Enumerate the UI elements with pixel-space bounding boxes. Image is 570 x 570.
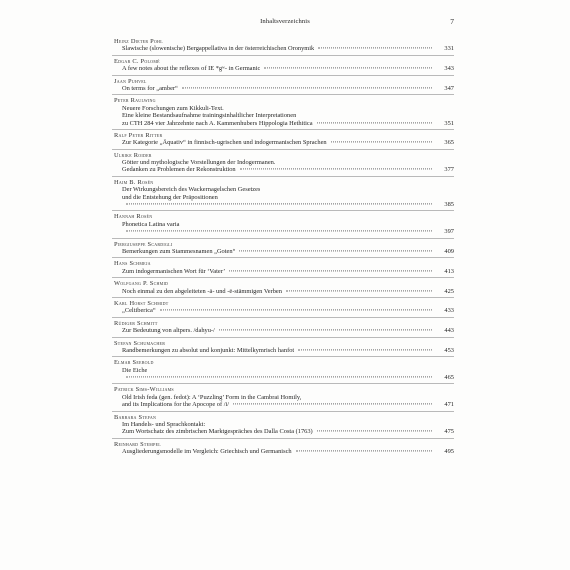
entry-title-text: Zum Wortschatz des zimbrischen Marktgespräches des Dalla Costa (1763): [122, 428, 313, 436]
toc-entry: [112, 318, 454, 338]
entry-title-line: [122, 448, 454, 455]
entry-title-line: [122, 421, 454, 428]
leader-dots: [317, 122, 432, 123]
entry-author: Jaan Puhvel: [114, 77, 147, 85]
entry-author: Stefan Schumacher: [114, 339, 166, 347]
toc-entry: [112, 258, 454, 278]
entry-title-line: [122, 248, 454, 255]
entry-title-line: [122, 139, 454, 146]
entry-author: Patrick Sims-Williams: [114, 386, 174, 394]
entry-author: Wolfgang P. Schmid: [114, 280, 169, 288]
entry-title-text: Slawische (slowenische) Bergappellativa in der österreichischen Oronymik: [122, 45, 315, 53]
leader-dots: [219, 330, 432, 331]
entry-title-line: [122, 65, 454, 72]
entry-author: Edgar C. Polomé: [114, 57, 160, 65]
leader-dots: [182, 87, 432, 88]
entry-title-text: Bemerkungen zum Stammesnamen „Goten“: [122, 247, 236, 255]
entry-page-line: [122, 228, 454, 235]
entry-title-text: und die Entstehung der Präpositionen: [122, 193, 218, 201]
entry-title-text: Der Wirkungsbereich des Wackernagelschen Gesetzes: [122, 186, 261, 194]
toc-entry: [112, 338, 454, 358]
entry-title-line: [122, 367, 454, 374]
entry-title-line: [122, 166, 454, 173]
entry-page: 495: [444, 448, 454, 456]
entry-page: 385: [444, 201, 454, 209]
entry-title-text: Götter und mythologische Vorstellungen der Indogermanen.: [122, 159, 276, 167]
entry-page: 365: [444, 139, 454, 147]
entry-title-line: [122, 327, 454, 334]
entry-page: 343: [444, 65, 454, 73]
leader-dots: [126, 203, 432, 204]
toc-entry: [112, 150, 454, 177]
entry-title-text: A few notes about the reflexes of IE *gʷ- in Germanic: [122, 65, 261, 73]
running-header: [0, 18, 570, 30]
entry-page-line: [122, 201, 454, 208]
entry-title-text: Zur Kategorie „Äquativ“ in finnisch-ugrischen und indogermanischen Sprachen: [122, 139, 327, 147]
entry-title-line: [122, 120, 454, 127]
entry-author: Peter Raulwing: [114, 97, 156, 105]
entry-title-line: [122, 194, 454, 201]
toc-entry: [112, 76, 454, 96]
entry-author: Haim B. Rosén: [114, 178, 154, 186]
entry-title-text: Zum indogermanischen Wort für ‘Vater’: [122, 267, 226, 275]
entry-author: Ralf Peter Ritter: [114, 131, 163, 139]
entry-title-line: [122, 112, 454, 119]
entry-page: 413: [444, 267, 454, 275]
leader-dots: [126, 376, 432, 377]
entry-title-line: [122, 159, 454, 166]
entry-title-line: [122, 394, 454, 401]
running-title: Inhaltsverzeichnis: [260, 18, 310, 25]
toc-entry: [112, 56, 454, 76]
entry-page: 397: [444, 228, 454, 236]
entry-author: Barbara Stefan: [114, 413, 157, 421]
leader-dots: [126, 231, 432, 232]
toc-entry: [112, 130, 454, 150]
entry-page: 471: [444, 401, 454, 409]
toc-entry: [112, 412, 454, 439]
toc-entry: [112, 177, 454, 212]
entry-page: 377: [444, 166, 454, 174]
entry-title-line: [122, 347, 454, 354]
entry-page: 465: [444, 374, 454, 382]
entry-title-text: zu CTH 284 vier Jahrzehnte nach A. Kammenhubers Hippologia Hethitica: [122, 119, 313, 127]
entry-author: Piergiuseppe Scardigli: [114, 240, 173, 248]
entry-title-text: „Celtiberica“: [122, 307, 156, 315]
entry-title-line: [122, 105, 454, 112]
leader-dots: [318, 48, 432, 49]
page-number: 7: [450, 17, 454, 26]
entry-title-line: [122, 85, 454, 92]
entry-title-line: [122, 45, 454, 52]
entry-author: Hans Schmeja: [114, 260, 151, 268]
leader-dots: [240, 169, 432, 170]
entry-title-text: Im Handels- und Sprachkontakt:: [122, 421, 206, 429]
entry-title-text: Eine kleine Bestandsaufnahme trainingsinhaltlicher Interpretationen: [122, 112, 297, 120]
entry-title-text: Gedanken zu Problemen der Rekonstruktion: [122, 166, 236, 174]
leader-dots: [296, 451, 432, 452]
leader-dots: [233, 404, 432, 405]
toc-entry: [112, 211, 454, 238]
entry-title-text: Noch einmal zu den abgeleiteten -ā- und -ē-stämmigen Verben: [122, 287, 282, 295]
entry-author: Rüdiger Schmitt: [114, 319, 158, 327]
entry-page: 475: [444, 428, 454, 436]
entry-page: 433: [444, 307, 454, 315]
entry-page: 351: [444, 119, 454, 127]
entry-page: 443: [444, 327, 454, 335]
entry-author: Reinhard Stempel: [114, 440, 161, 448]
entry-title-line: [122, 401, 454, 408]
leader-dots: [160, 310, 432, 311]
entry-author: Karl Horst Schmidt: [114, 299, 169, 307]
toc-entry: [112, 439, 454, 458]
entry-page: 453: [444, 346, 454, 354]
leader-dots: [331, 142, 432, 143]
leader-dots: [298, 349, 432, 350]
entry-title-text: Randbemerkungen zu absolut und konjunkt: Mittelkymrisch hanfot: [122, 346, 295, 354]
toc-entry: [112, 384, 454, 411]
entry-page: 347: [444, 84, 454, 92]
entry-title-text: Neuere Forschungen zum Kikkuli-Text.: [122, 104, 224, 112]
entry-title-text: Die Eiche: [122, 366, 148, 374]
leader-dots: [264, 68, 432, 69]
entry-page: 409: [444, 247, 454, 255]
entry-title-text: Ausgliederungsmodelle im Vergleich: Griechisch und Germanisch: [122, 448, 292, 456]
entry-page-line: [122, 374, 454, 381]
entry-title-line: [122, 221, 454, 228]
entry-title-line: [122, 307, 454, 314]
entry-title-line: [122, 186, 454, 193]
entry-author: Elmar Seebold: [114, 359, 154, 367]
entry-page: 331: [444, 45, 454, 53]
entry-title-text: Phonetica Latina varia: [122, 220, 180, 228]
entry-title-text: On terms for „amber“: [122, 84, 178, 92]
entry-title-line: [122, 268, 454, 275]
entry-title-line: [122, 428, 454, 435]
entry-author: Heinz Dieter Pohl: [114, 38, 163, 45]
entry-title-text: and its Implications for the Apocope of /i/: [122, 401, 230, 409]
entry-title-line: [122, 288, 454, 295]
toc-entry: [112, 36, 454, 56]
toc-entry: [112, 298, 454, 318]
toc-entry: [112, 95, 454, 130]
table-of-contents: [112, 36, 454, 458]
leader-dots: [229, 270, 432, 271]
entry-page: 425: [444, 287, 454, 295]
leader-dots: [239, 250, 432, 251]
entry-title-text: Old Irish feda (gen. fedot): A ‘Puzzling’ Form in the Cambrai Homily,: [122, 393, 302, 401]
toc-entry: [112, 278, 454, 298]
toc-entry: [112, 357, 454, 384]
entry-title-text: Zur Bedeutung von altpers. /dahyu-/: [122, 327, 215, 335]
leader-dots: [286, 290, 432, 291]
entry-author: Ulrike Roider: [114, 151, 152, 159]
leader-dots: [317, 431, 432, 432]
entry-author: Hannah Rosén: [114, 213, 153, 221]
toc-entry: [112, 239, 454, 259]
